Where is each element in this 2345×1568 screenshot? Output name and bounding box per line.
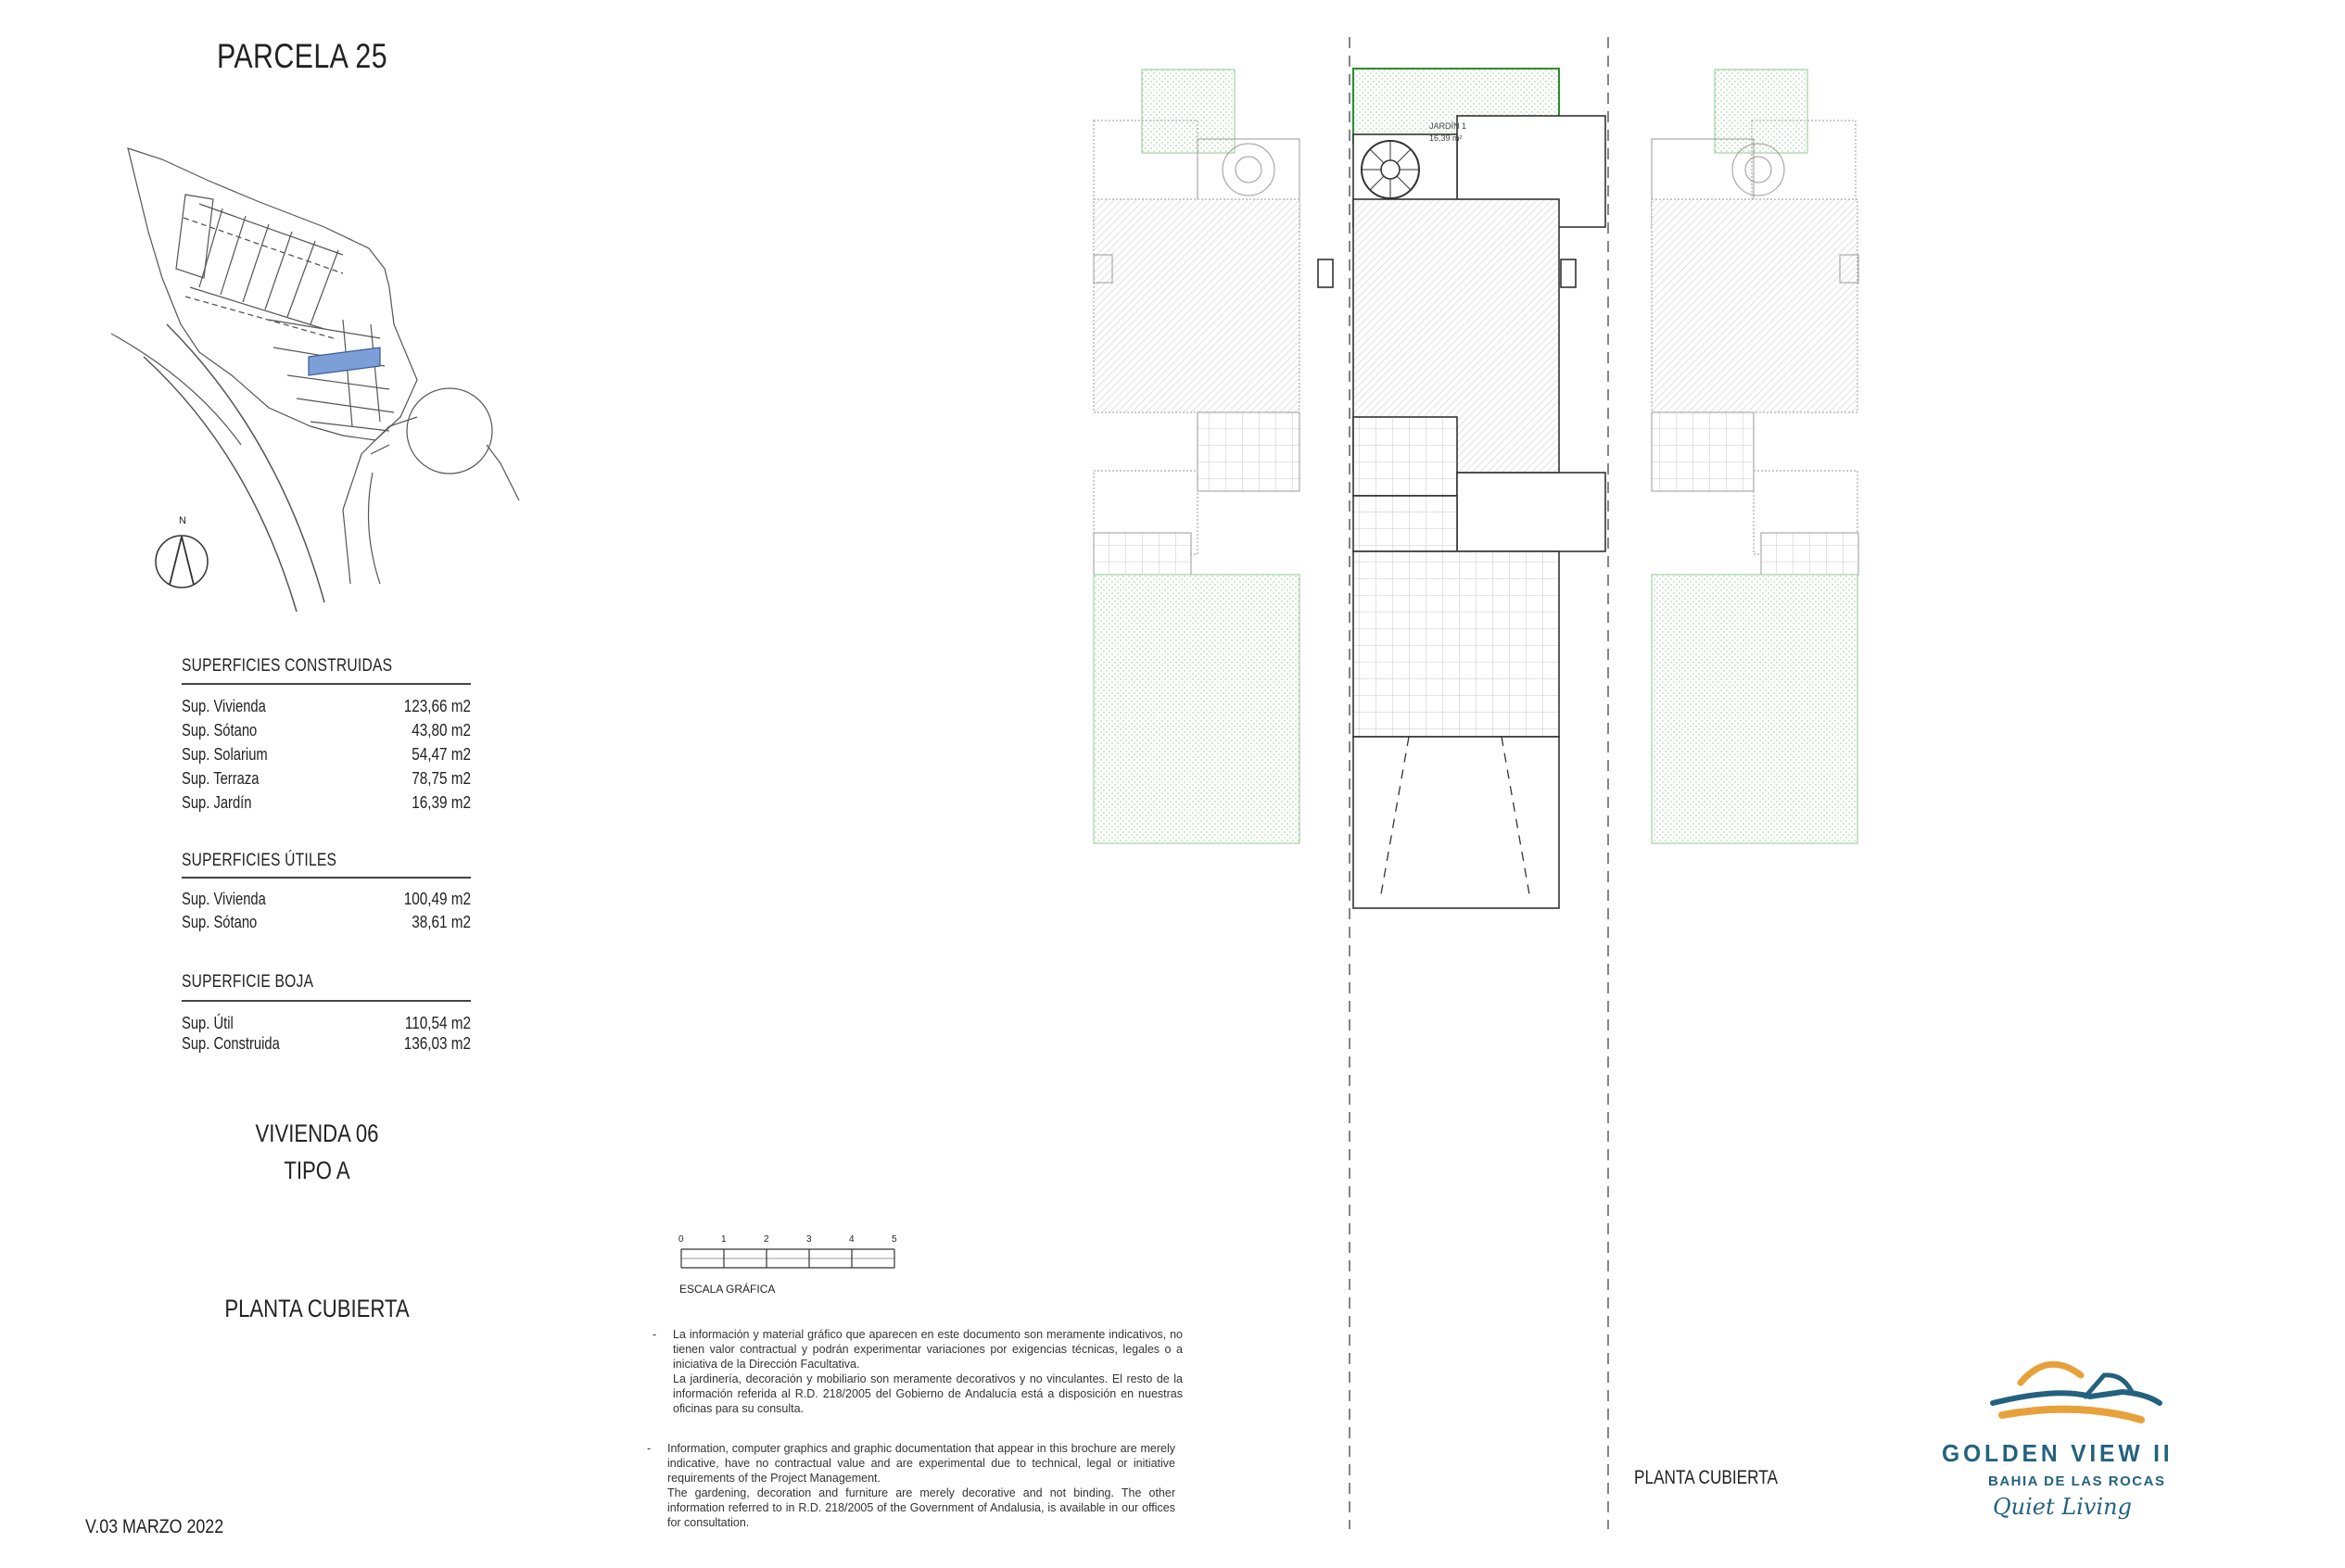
surface-value: 123,66 m2 <box>403 697 471 715</box>
bullet-dash: - <box>653 1328 657 1341</box>
surface-label: Sup. Jardín <box>182 793 252 812</box>
surface-value: 136,03 m2 <box>403 1034 471 1053</box>
logo-subtitle: BAHIA DE LAS ROCAS <box>1988 1473 2166 1489</box>
scale-tick-label: 3 <box>806 1234 812 1245</box>
scale-tick-label: 0 <box>678 1234 684 1245</box>
surface-value: 54,47 m2 <box>412 745 471 764</box>
logo-mark-icon <box>1984 1355 2169 1448</box>
unit-type: TIPO A <box>284 1157 350 1184</box>
note-es-2: La jardinería, decoración y mobiliario son meramente decorativos y no vinculantes. El resto de la información referida al R.D. 218/2005 del Gobierno de Andalucía está a disposición en nuestras oficinas para su consulta. <box>673 1372 1183 1415</box>
section-divider <box>182 877 471 879</box>
surface-label: Sup. Construida <box>182 1034 280 1053</box>
notes-english <box>647 1441 1175 1530</box>
surface-label: Sup. Sótano <box>182 913 258 931</box>
surface-label: Sup. Sótano <box>182 721 258 740</box>
scale-tick-label: 5 <box>892 1234 897 1245</box>
page-title: PARCELA 25 <box>217 37 388 75</box>
note-en-2: The gardening, decoration and furniture are merely decorative and not binding. The other information referred to in R.D. 218/2005 of the Government of Andalusia, is available in our offices for consultation. <box>667 1486 1175 1529</box>
surface-label: Sup. Útil <box>182 1014 234 1032</box>
bullet-dash: - <box>647 1442 652 1455</box>
surface-value: 16,39 m2 <box>412 793 471 812</box>
version-label: V.03 MARZO 2022 <box>85 1516 224 1537</box>
section-divider <box>182 1000 471 1002</box>
surface-label: Sup. Terraza <box>182 769 260 788</box>
scale-tick-label: 2 <box>764 1234 769 1245</box>
notes-spanish <box>653 1327 1183 1416</box>
scale-bar <box>677 1240 904 1277</box>
highlighted-unit <box>309 348 380 375</box>
section-title-construidas: SUPERFICIES CONSTRUIDAS <box>182 656 393 676</box>
scale-label: ESCALA GRÁFICA <box>679 1283 776 1296</box>
surface-value: 100,49 m2 <box>403 890 471 908</box>
garden-label: JARDÍN 1 <box>1429 121 1467 131</box>
scale-tick-label: 1 <box>721 1234 727 1245</box>
note-es-1: La información y material gráfico que aparecen en este documento son meramente indicativos, no tienen valor contractual y podrán experimentar variaciones por exigencias técnicas, legales o a iniciativa de la Dirección Facultativa. <box>673 1328 1183 1371</box>
logo-title: GOLDEN VIEW II <box>1942 1439 2174 1467</box>
plan-label: PLANTA CUBIERTA <box>1634 1467 1779 1488</box>
section-title-utiles: SUPERFICIES ÚTILES <box>182 851 337 870</box>
logo-tagline: Quiet Living <box>1993 1494 2132 1520</box>
unit-number: VIVIENDA 06 <box>255 1119 379 1147</box>
section-divider <box>182 683 471 685</box>
surface-value: 43,80 m2 <box>412 721 471 740</box>
surface-value: 78,75 m2 <box>412 769 471 788</box>
scale-tick-label: 4 <box>849 1234 855 1245</box>
surface-value: 38,61 m2 <box>412 913 471 931</box>
north-label: N <box>179 515 186 526</box>
surface-label: Sup. Vivienda <box>182 697 266 715</box>
surface-label: Sup. Solarium <box>182 745 268 764</box>
section-title-boja: SUPERFICIE BOJA <box>182 972 314 992</box>
floor-plan <box>1075 28 1882 1538</box>
north-arrow-icon <box>153 533 210 590</box>
note-en-1: Information, computer graphics and graphic documentation that appear in this brochure are merely indicative, have no contractual value and are experimental due to technical, legal or initiative requirements of the Project Management. <box>667 1442 1175 1485</box>
surface-value: 110,54 m2 <box>404 1014 471 1032</box>
surface-label: Sup. Vivienda <box>182 890 266 908</box>
floor-name: PLANTA CUBIERTA <box>224 1295 410 1322</box>
garden-area: 16,39 m² <box>1429 133 1463 143</box>
